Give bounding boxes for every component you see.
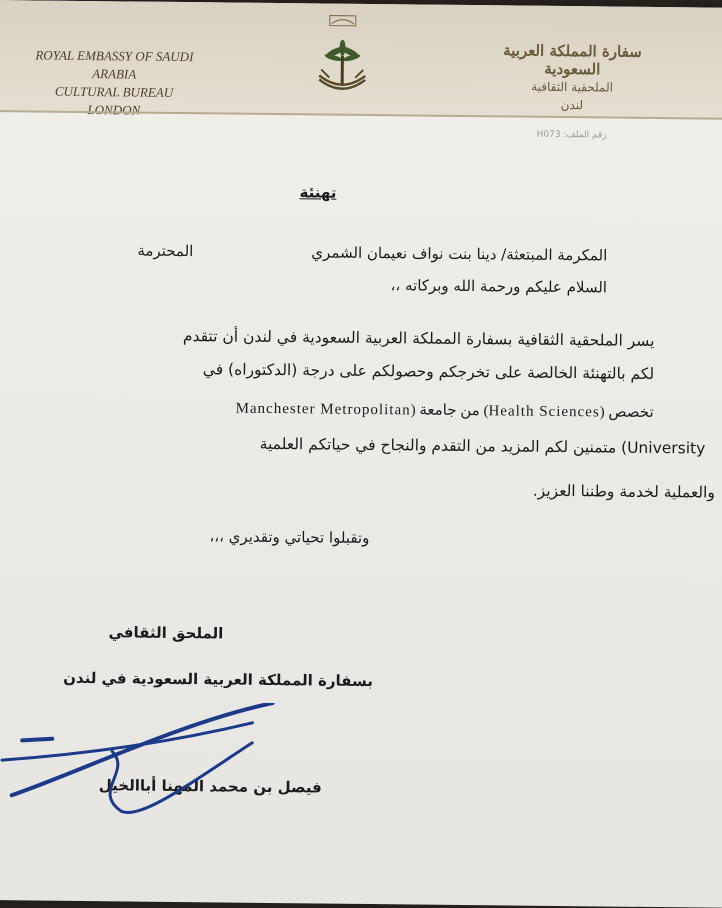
- letterhead-en-line-2: CULTURAL BUREAU: [54, 83, 174, 100]
- signatory-org: بسفارة المملكة العربية السعودية في لندن: [63, 668, 373, 691]
- letterhead: [0, 0, 722, 120]
- reference-number: رقم الملف: H073: [536, 129, 607, 141]
- paragraph-line-1: يسر الملحقية الثقافية بسفارة المملكة العربية السعودية في لندن أن تتقدم: [182, 327, 655, 350]
- recipient-line: المكرمة المبتعثة/ دينا بنت نواف نعيمان الشمري: [311, 243, 608, 265]
- letterhead-ar-line-1: سفارة المملكة العربية السعودية: [503, 41, 642, 79]
- signatory-name: فيصل بن محمد المهنا أباالخيل: [98, 776, 322, 797]
- paragraph-line-5: والعملية لخدمة وطننا العزيز.: [532, 481, 715, 502]
- saudi-emblem-icon: [307, 13, 378, 99]
- letterhead-en-line-3: LONDON: [87, 102, 141, 118]
- signatory-title: الملحق الثقافي: [108, 623, 224, 643]
- letter-title: تهنئة: [299, 183, 337, 202]
- closing-line: وتقبلوا تحياتي وتقديري ،،،: [209, 527, 370, 548]
- letterhead-english: [19, 46, 210, 120]
- handwritten-signature: [0, 700, 293, 823]
- paragraph-line-4: University) متمنين لكم المزيد من التقدم والنجاح في حياتكم العلمية: [259, 434, 706, 458]
- letterhead-en-line-1: ROYAL EMBASSY OF SAUDI ARABIA: [35, 47, 194, 82]
- honorific: المحترمة: [137, 241, 194, 261]
- letterhead-arabic: [487, 41, 658, 115]
- paragraph-line-2: لكم بالتهنئة الخالصة على تخرجكم وحصولكم على درجة (الدكتوراه) في: [202, 360, 655, 383]
- letterhead-ar-line-2: الملحقية الثقافية: [531, 79, 614, 95]
- letterhead-ar-line-3: لندن: [560, 97, 584, 113]
- paragraph-line-3: تخصص (Health Sciences) من جامعة (Manchester Metropolitan: [235, 400, 654, 421]
- greeting: السلام عليكم ورحمة الله وبركاته ،،: [390, 276, 608, 297]
